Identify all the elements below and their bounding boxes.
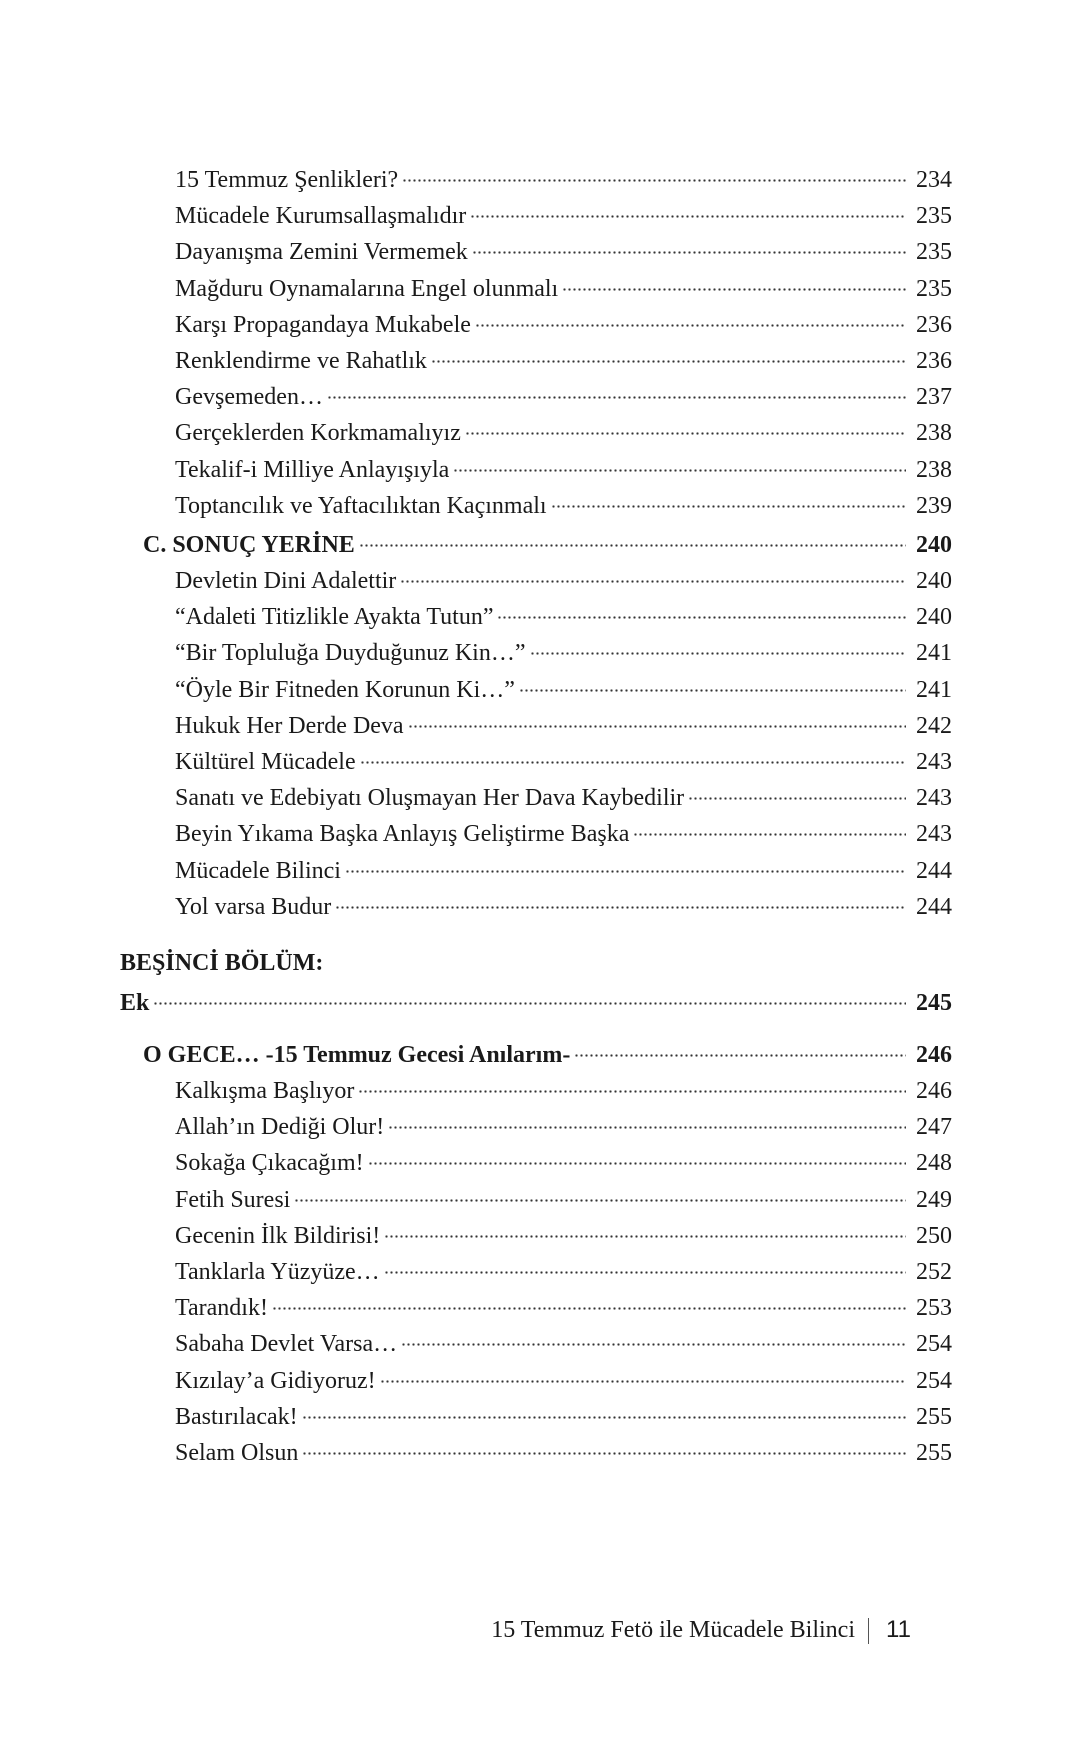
toc-entry-title: C. SONUÇ YERİNE [143,532,355,558]
dot-leader [475,302,906,332]
toc-entry-page: 243 [916,785,952,812]
toc-entry-title: Kalkışma Başlıyor [175,1078,355,1104]
toc-entry-page: 236 [916,348,952,374]
toc-entry-page: 244 [916,857,952,884]
toc-entry-title: Ek [120,990,150,1016]
toc-entry [175,1430,952,1468]
toc-entry [175,848,952,886]
dot-leader [360,739,906,769]
toc-entry-page: 239 [916,492,952,519]
toc-entry-page: 238 [916,420,952,447]
toc-entry-title: Sabaha Devlet Varsa… [175,1331,398,1358]
toc-entry-title: Hukuk Her Derde Deva [175,712,404,739]
toc-entry-page: 243 [916,821,952,848]
toc-entry [175,1140,952,1178]
toc-entry-title: Sanatı ve Edebiyatı Oluşmayan Her Dava Kaybedilir [175,785,685,812]
toc-entry-title: Yol varsa Budur [175,893,332,920]
toc-entry [175,558,952,596]
toc-entry [175,1394,952,1432]
toc-entry [175,1285,952,1323]
toc-entry-page: 242 [916,712,952,739]
toc-entry [175,266,952,304]
toc-entry-title: Gerçeklerden Korkmamalıyız [175,420,461,447]
toc-entry-page: 241 [916,640,952,667]
toc-entry-page: 254 [916,1331,952,1358]
toc-entry-title: Beyin Yıkama Başka Anlayış Geliştirme Başka [175,821,630,848]
toc-entry-page: 234 [916,167,952,193]
toc-entry-title: Karşı Propagandaya Mukabele [175,311,471,338]
dot-leader [470,193,906,223]
dot-leader [388,1104,906,1134]
dot-leader [400,558,906,588]
toc-o-gece [143,1032,952,1070]
toc-entry-page: 246 [916,1078,952,1104]
toc-entry [175,157,952,195]
toc-entry [175,1213,952,1251]
toc-entry-title: Bastırılacak! [175,1403,298,1430]
toc-entry [175,1358,952,1396]
toc-entry [175,1177,952,1215]
dot-leader [530,630,907,660]
toc-section-c [143,522,952,560]
toc-entry [175,1321,952,1359]
toc-entry-title: Mücadele Kurumsallaşmalıdır [175,203,467,230]
toc-entry [175,1068,952,1106]
toc-entry-title: Fetih Suresi [175,1186,291,1213]
toc-entry-title: “Bir Topluluğa Duyduğunuz Kin…” [175,640,526,667]
toc-entry-page: 243 [916,749,952,775]
toc-entry-page: 254 [916,1367,952,1394]
toc-entry-page: 255 [916,1440,952,1466]
toc-entry-page: 252 [916,1259,952,1285]
toc-entry [175,1104,952,1142]
toc-entry-page: 245 [916,990,952,1016]
toc-entry-title: Kızılay’a Gidiyoruz! [175,1367,376,1394]
toc-entry-title: Tarandık! [175,1295,268,1322]
dot-leader [358,1068,906,1098]
toc-entry-page: 253 [916,1295,952,1322]
toc-entry-page: 235 [916,275,952,302]
dot-leader [380,1358,906,1388]
toc-entry-page: 241 [916,676,952,703]
dot-leader [519,667,906,697]
toc-ek [120,980,952,1018]
toc-entry-title: Renklendirme ve Rahatlık [175,348,427,374]
toc-entry-page: 255 [916,1403,952,1430]
toc-entry [175,229,952,267]
dot-leader [384,1249,906,1279]
dot-leader [294,1177,906,1207]
dot-leader [562,266,906,296]
toc-entry-title: Mağduru Oynamalarına Engel olunmalı [175,275,559,302]
toc-entry-title: Allah’ın Dediği Olur! [175,1114,385,1141]
toc-entry [175,1249,952,1287]
toc-entry [175,338,952,376]
dot-leader [431,338,906,368]
dot-leader [335,884,906,914]
dot-leader [574,1032,906,1062]
dot-leader [384,1213,906,1243]
toc-entry-title: “Öyle Bir Fitneden Korunun Ki…” [175,676,515,703]
toc-entry-title: “Adaleti Titizlikle Ayakta Tutun” [175,604,494,631]
footer-separator [868,1618,869,1644]
toc-entry-page: 235 [916,239,952,266]
toc-entry [175,775,952,813]
toc-entry [175,884,952,922]
toc-entry [175,739,952,777]
toc-entry-title: Sokağa Çıkacağım! [175,1150,364,1177]
toc-entry-page: 248 [916,1150,952,1177]
dot-leader [408,703,906,733]
toc-entry-page: 238 [916,456,952,483]
dot-leader [551,483,906,513]
toc-entry-page: 237 [916,384,952,411]
dot-leader [153,980,906,1010]
toc-entry-title: Kültürel Mücadele [175,749,356,775]
toc-entry-page: 244 [916,893,952,920]
dot-leader [465,410,906,440]
toc-entry-page: 235 [916,203,952,230]
toc-entry-page: 249 [916,1186,952,1213]
toc-entry-title: Tekalif-i Milliye Anlayışıyla [175,456,450,483]
toc-entry-page: 247 [916,1114,952,1141]
toc-entry [175,447,952,485]
toc-entry-page: 246 [916,1042,952,1068]
dot-leader [345,848,906,878]
toc-entry [175,193,952,231]
chapter-heading: BEŞİNCİ BÖLÜM: [120,950,324,976]
toc-entry [175,302,952,340]
toc-entry [175,410,952,448]
dot-leader [472,229,906,259]
dot-leader [359,522,906,552]
toc-entry [175,374,952,412]
page-number: 11 [886,1616,911,1643]
toc-entry-title: Dayanışma Zemini Vermemek [175,239,468,266]
toc-entry-title: Gecenin İlk Bildirisi! [175,1222,381,1249]
dot-leader [302,1430,906,1460]
toc-entry [175,483,952,521]
toc-entry [175,630,952,668]
toc-entry [175,811,952,849]
toc-entry [175,594,952,632]
dot-leader [633,811,906,841]
dot-leader [453,447,906,477]
dot-leader [497,594,906,624]
dot-leader [368,1140,906,1170]
toc-entry-title: Selam Olsun [175,1440,299,1466]
dot-leader [272,1285,906,1315]
toc-entry-page: 240 [916,532,952,558]
page-footer [0,1610,1087,1650]
dot-leader [688,775,906,805]
toc-entry-page: 240 [916,568,952,594]
toc-entry-page: 240 [916,604,952,631]
dot-leader [327,374,906,404]
toc-entry [175,703,952,741]
toc-entry-title: Gevşemeden… [175,384,323,411]
dot-leader [302,1394,906,1424]
toc-entry-title: Devletin Dini Adalettir [175,568,397,594]
toc-entry-title: O GECE… -15 Temmuz Gecesi Anılarım- [143,1042,571,1068]
toc-entry [175,667,952,705]
toc-entry-page: 236 [916,311,952,338]
dot-leader [402,157,906,187]
toc-entry-title: 15 Temmuz Şenlikleri? [175,167,399,193]
toc-entry-title: Tanklarla Yüzyüze… [175,1259,380,1285]
toc-entry-page: 250 [916,1222,952,1249]
footer-book-title: 15 Temmuz Fetö ile Mücadele Bilinci [491,1617,855,1643]
toc-entry-title: Mücadele Bilinci [175,857,341,884]
dot-leader [401,1321,906,1351]
toc-entry-title: Toptancılık ve Yaftacılıktan Kaçınmalı [175,492,547,519]
